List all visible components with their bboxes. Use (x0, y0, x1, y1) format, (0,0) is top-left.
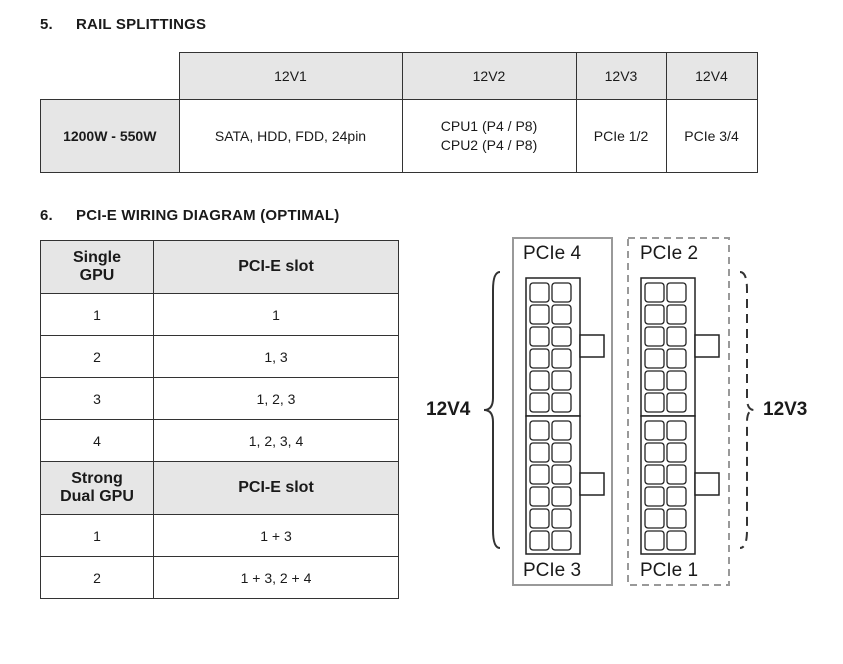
connector-pin (552, 509, 571, 528)
cell-12v4: PCIe 3/4 (666, 100, 757, 173)
connector-pin (667, 509, 686, 528)
connector-latch (580, 473, 604, 495)
connector-pin (667, 327, 686, 346)
connector-pin (645, 371, 664, 390)
connector-pin (645, 509, 664, 528)
connector-pin (552, 371, 571, 390)
slot-cell: 1 + 3, 2 + 4 (154, 557, 399, 599)
cell-12v2-line2: CPU2 (P4 / P8) (440, 137, 538, 153)
slot-label-pcie3: PCIe 3 (523, 560, 582, 581)
connector-pin (667, 465, 686, 484)
connector-latch (695, 473, 719, 495)
connector-pin (645, 531, 664, 550)
connector-pin (530, 443, 549, 462)
connector-latch (580, 335, 604, 357)
header-pcie-slot: PCI-E slot (154, 241, 399, 294)
slot-cell: 1, 2, 3 (154, 378, 399, 420)
header-line: Single (72, 249, 121, 266)
connector-pin (530, 371, 549, 390)
connector-pin (530, 531, 549, 550)
connector-pin (645, 349, 664, 368)
connector-pin (552, 283, 571, 302)
header-line: GPU (79, 267, 115, 284)
connector-pin (530, 421, 549, 440)
gpu-count-cell: 1 (41, 515, 154, 557)
slot-label-pcie4: PCIe 4 (523, 243, 582, 264)
gpu-count-cell: 2 (41, 557, 154, 599)
connector-pin (552, 465, 571, 484)
gpu-count-cell: 2 (41, 336, 154, 378)
connector-pin (552, 393, 571, 412)
section-number: 5. (40, 16, 53, 33)
connector-pin (530, 465, 549, 484)
connector-pin (530, 393, 549, 412)
slot-cell: 1 + 3 (154, 515, 399, 557)
connector-pin (667, 371, 686, 390)
connector-pin (667, 349, 686, 368)
connector-pin (667, 531, 686, 550)
cell-12v2-line1: CPU1 (P4 / P8) (440, 118, 538, 134)
connector-pin (645, 305, 664, 324)
slot-cell: 1, 2, 3, 4 (154, 420, 399, 462)
header-line: Dual GPU (60, 488, 134, 505)
connector-pin (530, 327, 549, 346)
connector-pin (645, 443, 664, 462)
section-title-text: RAIL SPLITTINGS (76, 16, 207, 33)
connector-pin (530, 487, 549, 506)
pcie-8pin-connector (526, 278, 604, 416)
cell-12v1: SATA, HDD, FDD, 24pin (179, 100, 402, 173)
gpu-count-cell: 1 (41, 294, 154, 336)
left-brace-icon (484, 272, 500, 548)
connector-pin (667, 421, 686, 440)
slot-label-pcie1: PCIe 1 (640, 560, 699, 581)
header-12v4: 12V4 (666, 53, 757, 100)
connector-pin (530, 283, 549, 302)
pcie-8pin-connector (641, 278, 719, 416)
section-number: 6. (40, 207, 53, 224)
connector-pin (552, 349, 571, 368)
connector-pin (645, 487, 664, 506)
connector-pin (667, 443, 686, 462)
connector-pin (530, 349, 549, 368)
gpu-count-cell: 3 (41, 378, 154, 420)
cell-12v3: PCIe 1/2 (576, 100, 666, 173)
pcie-8pin-connector (641, 416, 719, 554)
connector-pin (530, 509, 549, 528)
gpu-count-cell: 4 (41, 420, 154, 462)
connector-pin (645, 283, 664, 302)
header-line: Strong (71, 470, 123, 487)
connector-pin (530, 305, 549, 324)
right-brace-icon (740, 272, 754, 548)
rail-label-12v3: 12V3 (763, 399, 808, 420)
connector-pin (552, 443, 571, 462)
connector-pin (667, 487, 686, 506)
slot-cell: 1 (154, 294, 399, 336)
connector-pin (667, 393, 686, 412)
connector-pin (552, 421, 571, 440)
row-label-wattage: 1200W - 550W (41, 100, 180, 173)
connector-latch (695, 335, 719, 357)
slot-label-pcie2: PCIe 2 (640, 243, 699, 264)
connector-pin (645, 421, 664, 440)
connector-pin (552, 305, 571, 324)
rail-label-12v4: 12V4 (426, 399, 471, 420)
connector-pin (552, 487, 571, 506)
pcie-8pin-connector (526, 416, 604, 554)
connector-pin (645, 327, 664, 346)
slot-cell: 1, 3 (154, 336, 399, 378)
header-12v3: 12V3 (576, 53, 666, 100)
connector-pin (645, 393, 664, 412)
connector-pin (552, 531, 571, 550)
header-pcie-slot: PCI-E slot (154, 462, 399, 515)
connector-pin (552, 327, 571, 346)
header-12v2: 12V2 (402, 53, 576, 100)
header-12v1: 12V1 (179, 53, 402, 100)
connector-pin (645, 465, 664, 484)
connector-pin (667, 305, 686, 324)
connector-pin (667, 283, 686, 302)
section-title-text: PCI-E WIRING DIAGRAM (OPTIMAL) (76, 207, 340, 224)
